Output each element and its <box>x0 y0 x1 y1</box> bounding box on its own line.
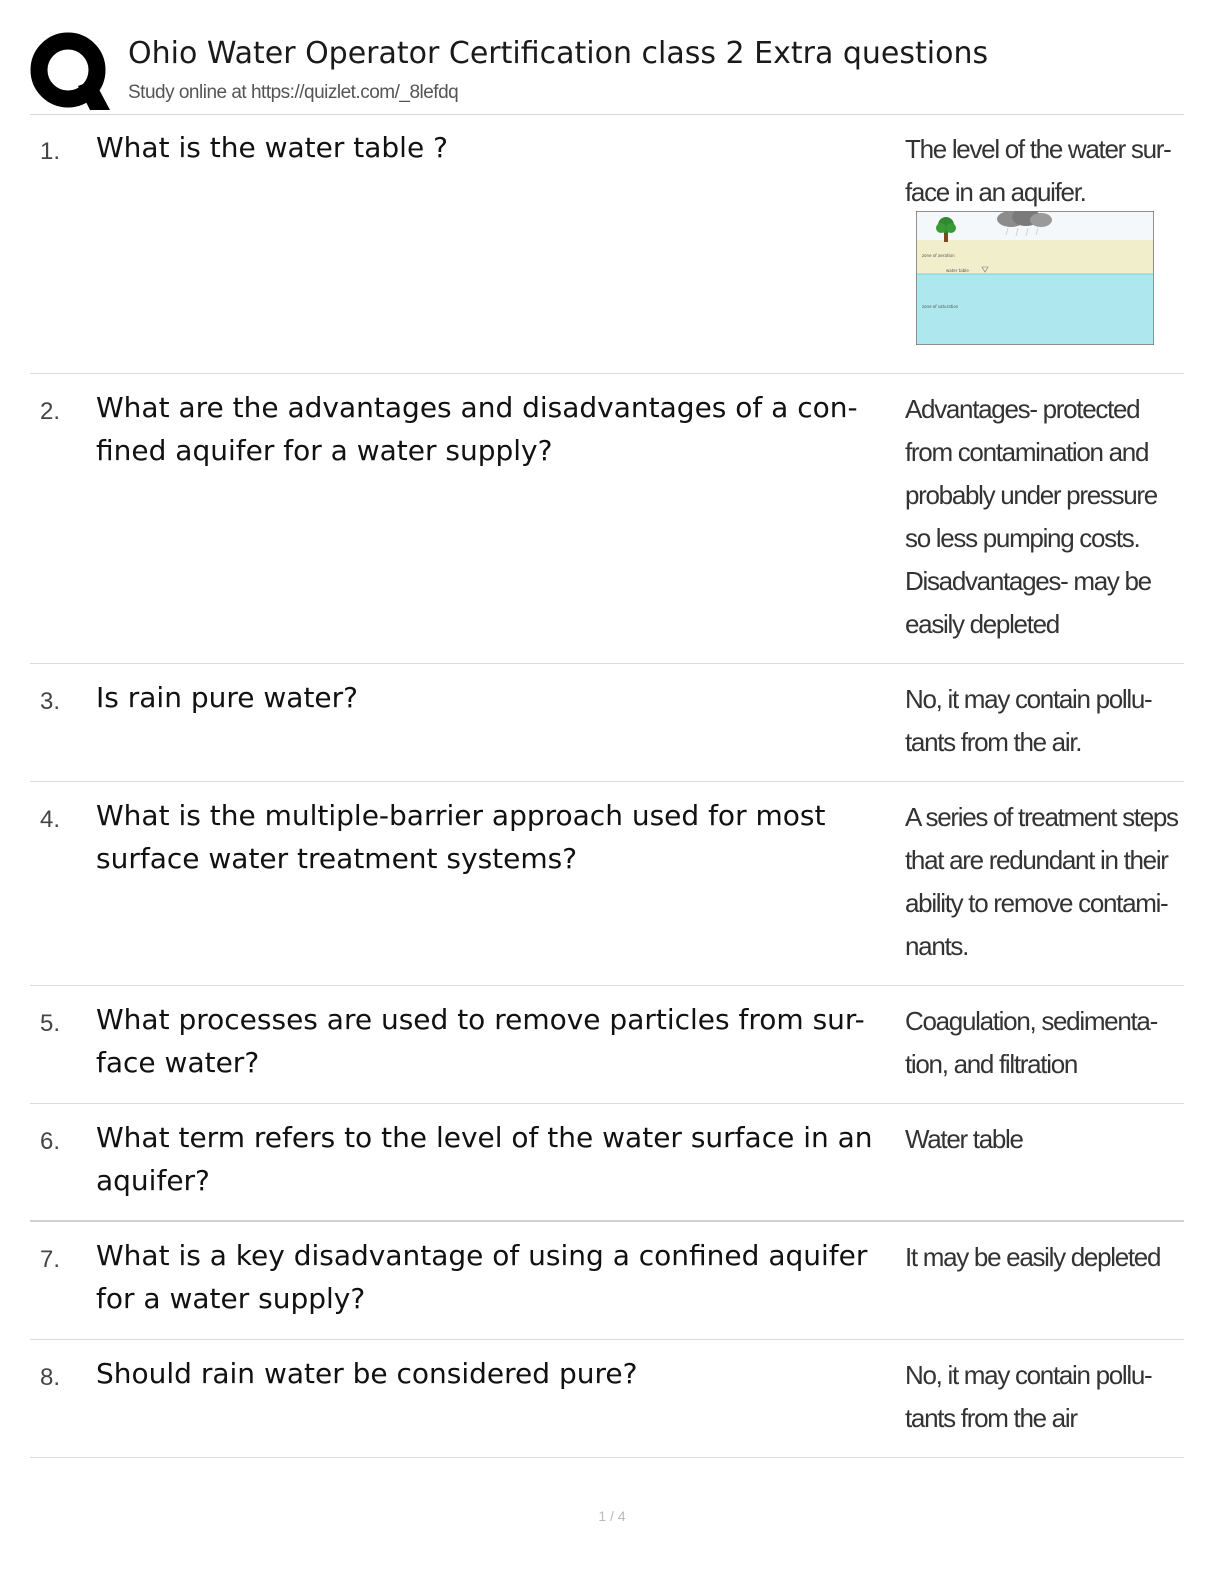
card-number: 4. <box>40 806 61 833</box>
card-term: Is rain pure water? <box>96 681 359 714</box>
diagram-label-water-table: water table <box>946 268 969 273</box>
flashcard-3 <box>30 664 1184 782</box>
study-online-link[interactable]: Study online at https://quizlet.com/_8lefdq <box>128 82 459 103</box>
flashcard-2 <box>30 374 1184 664</box>
page-number: 1 / 4 <box>598 1508 626 1524</box>
page-title: Ohio Water Operator Certification class 2 Extra questions <box>128 36 989 71</box>
card-definition: The level of the water sur-face in an aquifer. <box>905 134 1171 207</box>
flashcard-6 <box>30 1104 1184 1222</box>
card-number: 6. <box>40 1128 61 1155</box>
card-term: What is the multiple-barrier approach used for most surface water treatment systems? <box>96 799 826 875</box>
card-definition: Advantages- protected from contamination and probably under pressure so less pumping costs. Disadvantages- may be easily depleted <box>905 394 1157 639</box>
card-definition: Water table <box>905 1124 1023 1154</box>
card-term: What processes are used to remove particles from sur-face water? <box>96 1003 865 1079</box>
card-definition: Coagulation, sedimenta-tion, and filtration <box>905 1006 1157 1079</box>
card-number: 5. <box>40 1010 61 1037</box>
quizlet-q-logo-icon <box>30 32 110 112</box>
flashcard-1 <box>30 114 1184 374</box>
flashcard-list <box>30 114 1184 1458</box>
flashcard-5 <box>30 986 1184 1104</box>
card-number: 1. <box>40 138 61 165</box>
card-term: What is a key disadvantage of using a confined aquifer for a water supply? <box>96 1239 868 1315</box>
card-definition: No, it may contain pollu-tants from the air. <box>905 684 1152 757</box>
card-term: What term refers to the level of the water surface in an aquifer? <box>96 1121 873 1197</box>
card-definition: It may be easily depleted <box>905 1242 1161 1272</box>
card-number: 8. <box>40 1364 61 1391</box>
water-table-diagram <box>916 211 1154 345</box>
card-number: 7. <box>40 1246 61 1273</box>
flashcard-4 <box>30 782 1184 986</box>
flashcard-7 <box>30 1222 1184 1340</box>
card-definition: A series of treatment steps that are redundant in their ability to remove contami-nants. <box>905 802 1178 961</box>
flashcard-8 <box>30 1340 1184 1458</box>
card-number: 3. <box>40 688 61 715</box>
diagram-label-aeration: zone of aeration <box>922 253 955 258</box>
diagram-label-saturation: zone of saturation <box>922 304 959 309</box>
card-term: Should rain water be considered pure? <box>96 1357 638 1390</box>
card-definition: No, it may contain pollu-tants from the air <box>905 1360 1152 1433</box>
card-term: What are the advantages and disadvantages of a con-fined aquifer for a water supply? <box>96 391 858 467</box>
card-term: What is the water table ? <box>96 131 448 164</box>
card-number: 2. <box>40 398 61 425</box>
page-header <box>30 30 1184 115</box>
